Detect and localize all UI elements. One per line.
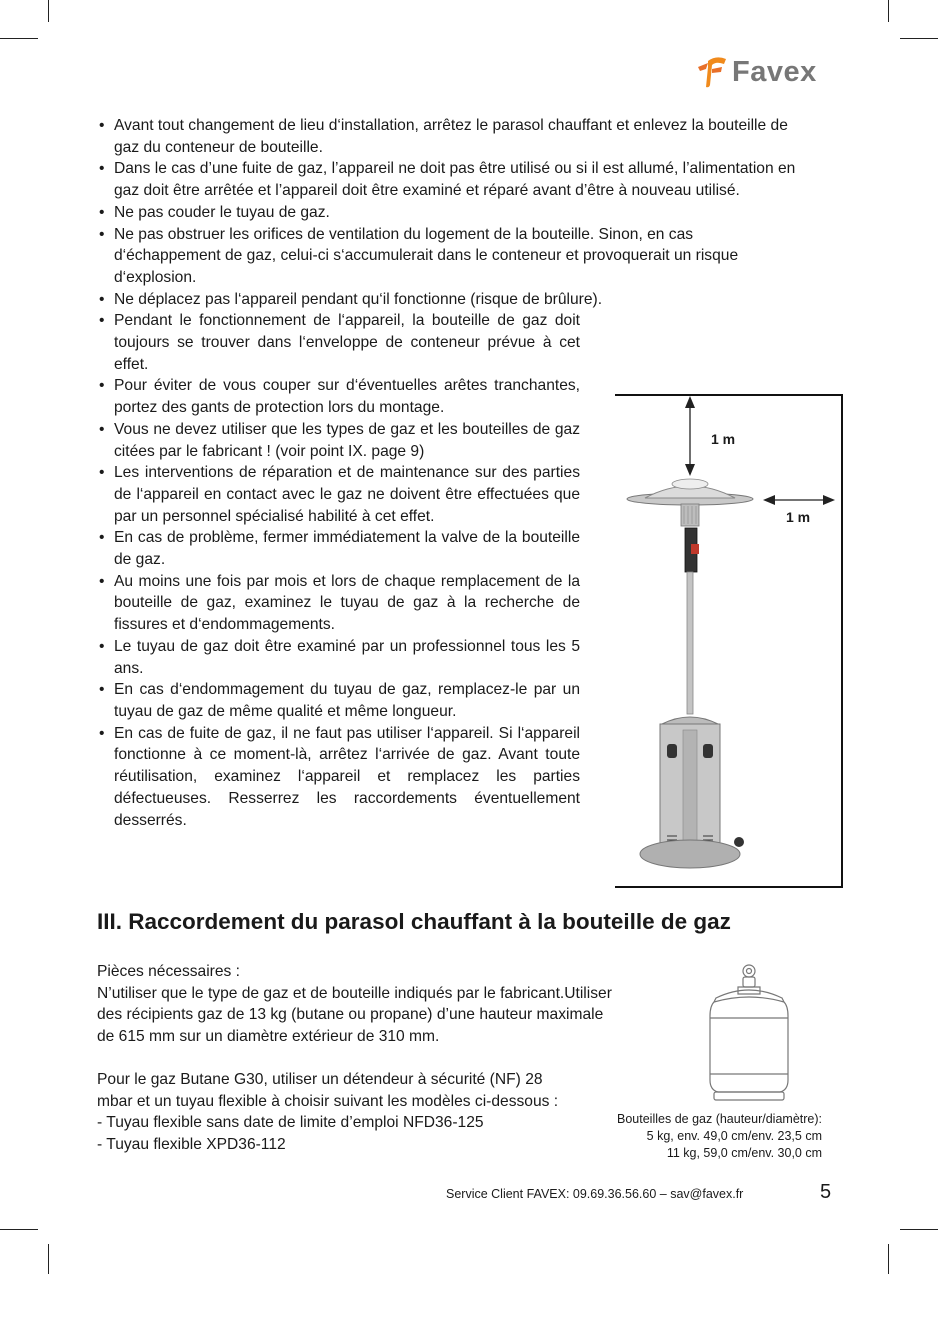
crop-mark xyxy=(0,1229,38,1230)
list-item: • Les interventions de réparation et de maintenance sur des parties de l‘appareil en contact avec le gaz ne doivent être effectuées que par un personnel spécialisé habilité à cet effet. xyxy=(97,462,580,527)
crop-mark xyxy=(48,0,49,22)
crop-mark xyxy=(48,1244,49,1274)
list-item: • En cas de problème, fermer immédiatement la valve de la bouteille de gaz. xyxy=(97,527,580,570)
caption-line: 11 kg, 59,0 cm/env. 30,0 cm xyxy=(666,1146,822,1160)
required-parts-paragraph xyxy=(97,961,697,1048)
paragraph-line: de 615 mm sur un diamètre extérieur de 310 mm. xyxy=(97,1028,440,1046)
list-item: • Pendant le fonctionnement de l‘appareil, la bouteille de gaz doit toujours se trouver dans l‘enveloppe de conteneur prévue à cet effet. xyxy=(97,310,580,375)
paragraph-line: N’utiliser que le type de gaz et de bouteille indiqués par le fabricant.Utiliser xyxy=(97,984,612,1002)
paragraph-line: Pour le gaz Butane G30, utiliser un détendeur à sécurité (NF) 28 xyxy=(97,1071,543,1088)
service-contact: Service Client FAVEX: 09.69.36.56.60 – sav@favex.fr xyxy=(446,1187,744,1201)
caption-line: Bouteilles de gaz (hauteur/diamètre): xyxy=(617,1112,822,1126)
list-item: • Le tuyau de gaz doit être examiné par un professionnel tous les 5 ans. xyxy=(97,636,580,679)
paragraph-line: mbar et un tuyau flexible à choisir suivant les modèles ci-dessous : xyxy=(97,1092,559,1110)
crop-mark xyxy=(900,38,938,39)
section-heading: III. Raccordement du parasol chauffant à la bouteille de gaz xyxy=(97,909,731,934)
side-clearance-label: 1 m xyxy=(786,509,811,525)
brand-name: Favex xyxy=(732,56,817,88)
vertical-clearance-label: 1 m xyxy=(711,431,736,447)
crop-mark xyxy=(900,1229,938,1230)
list-item: • Au moins une fois par mois et lors de chaque remplacement de la bouteille de gaz, examinez le tuyau de gaz à la recherche de fissures et d‘endommagements. xyxy=(97,571,580,636)
caption-line: 5 kg, env. 49,0 cm/env. 23,5 cm xyxy=(646,1129,822,1143)
list-item: • Dans le cas d’une fuite de gaz, l’appareil ne doit pas être utilisé ou si il est allumé, l’alimentation en gaz doit être arrêtée et l’appareil doit être examiné et réparé avant d’être à nouveau utilisé. xyxy=(97,158,803,201)
list-item: • Ne pas couder le tuyau de gaz. xyxy=(97,202,803,224)
crop-mark xyxy=(0,38,38,39)
list-item: • En cas d‘endommagement du tuyau de gaz, remplacez-le par un tuyau de gaz de même qualité et même longueur. xyxy=(97,679,580,722)
favex-flame-icon xyxy=(694,55,730,89)
paragraph-line: - Tuyau flexible XPD36-112 xyxy=(97,1136,286,1154)
list-item: • Pour éviter de vous couper sur d‘éventuelles arêtes tranchantes, portez des gants de protection lors du montage. xyxy=(97,375,580,418)
paragraph-line: des récipients gaz de 13 kg (butane ou propane) d’une hauteur maximale xyxy=(97,1006,604,1024)
favex-logo xyxy=(694,55,834,89)
page-number: 5 xyxy=(820,1181,832,1203)
crop-mark xyxy=(888,0,889,22)
list-item: • Ne déplacez pas l‘appareil pendant qu‘il fonctionne (risque de brûlure). xyxy=(97,289,803,311)
patio-heater-illustration xyxy=(615,394,843,886)
list-item: • Vous ne devez utiliser que les types de gaz et les bouteilles de gaz citées par le fabricant ! (voir point IX. page 9) xyxy=(97,419,580,462)
gas-bottle-illustration xyxy=(702,962,798,1102)
paragraph-heading: Pièces nécessaires : xyxy=(97,963,241,980)
list-item: • En cas de fuite de gaz, il ne faut pas utiliser l‘appareil. Si l‘appareil fonctionne à ce moment-là, arrêtez l‘arrivée de gaz. Avant toute réutilisation, examinez l‘appareil et remplacez les parties défectueuses. Resserrez les raccordements éventuellement desserrés. xyxy=(97,723,580,832)
list-item: • Avant tout changement de lieu d‘installation, arrêtez le parasol chauffant et enlevez la bouteille de gaz du conteneur de bouteille. xyxy=(97,115,803,158)
paragraph-line: - Tuyau flexible sans date de limite d’emploi NFD36-125 xyxy=(97,1114,484,1132)
gas-bottle-caption xyxy=(617,1111,822,1162)
list-item: • Ne pas obstruer les orifices de ventilation du logement de la bouteille. Sinon, en cas d‘échappement de gaz, celui-ci s‘accumulerait dans le conteneur et provoquerait un risque d‘explosion. xyxy=(97,224,803,289)
butane-paragraph xyxy=(97,1069,697,1156)
crop-mark xyxy=(888,1244,889,1274)
